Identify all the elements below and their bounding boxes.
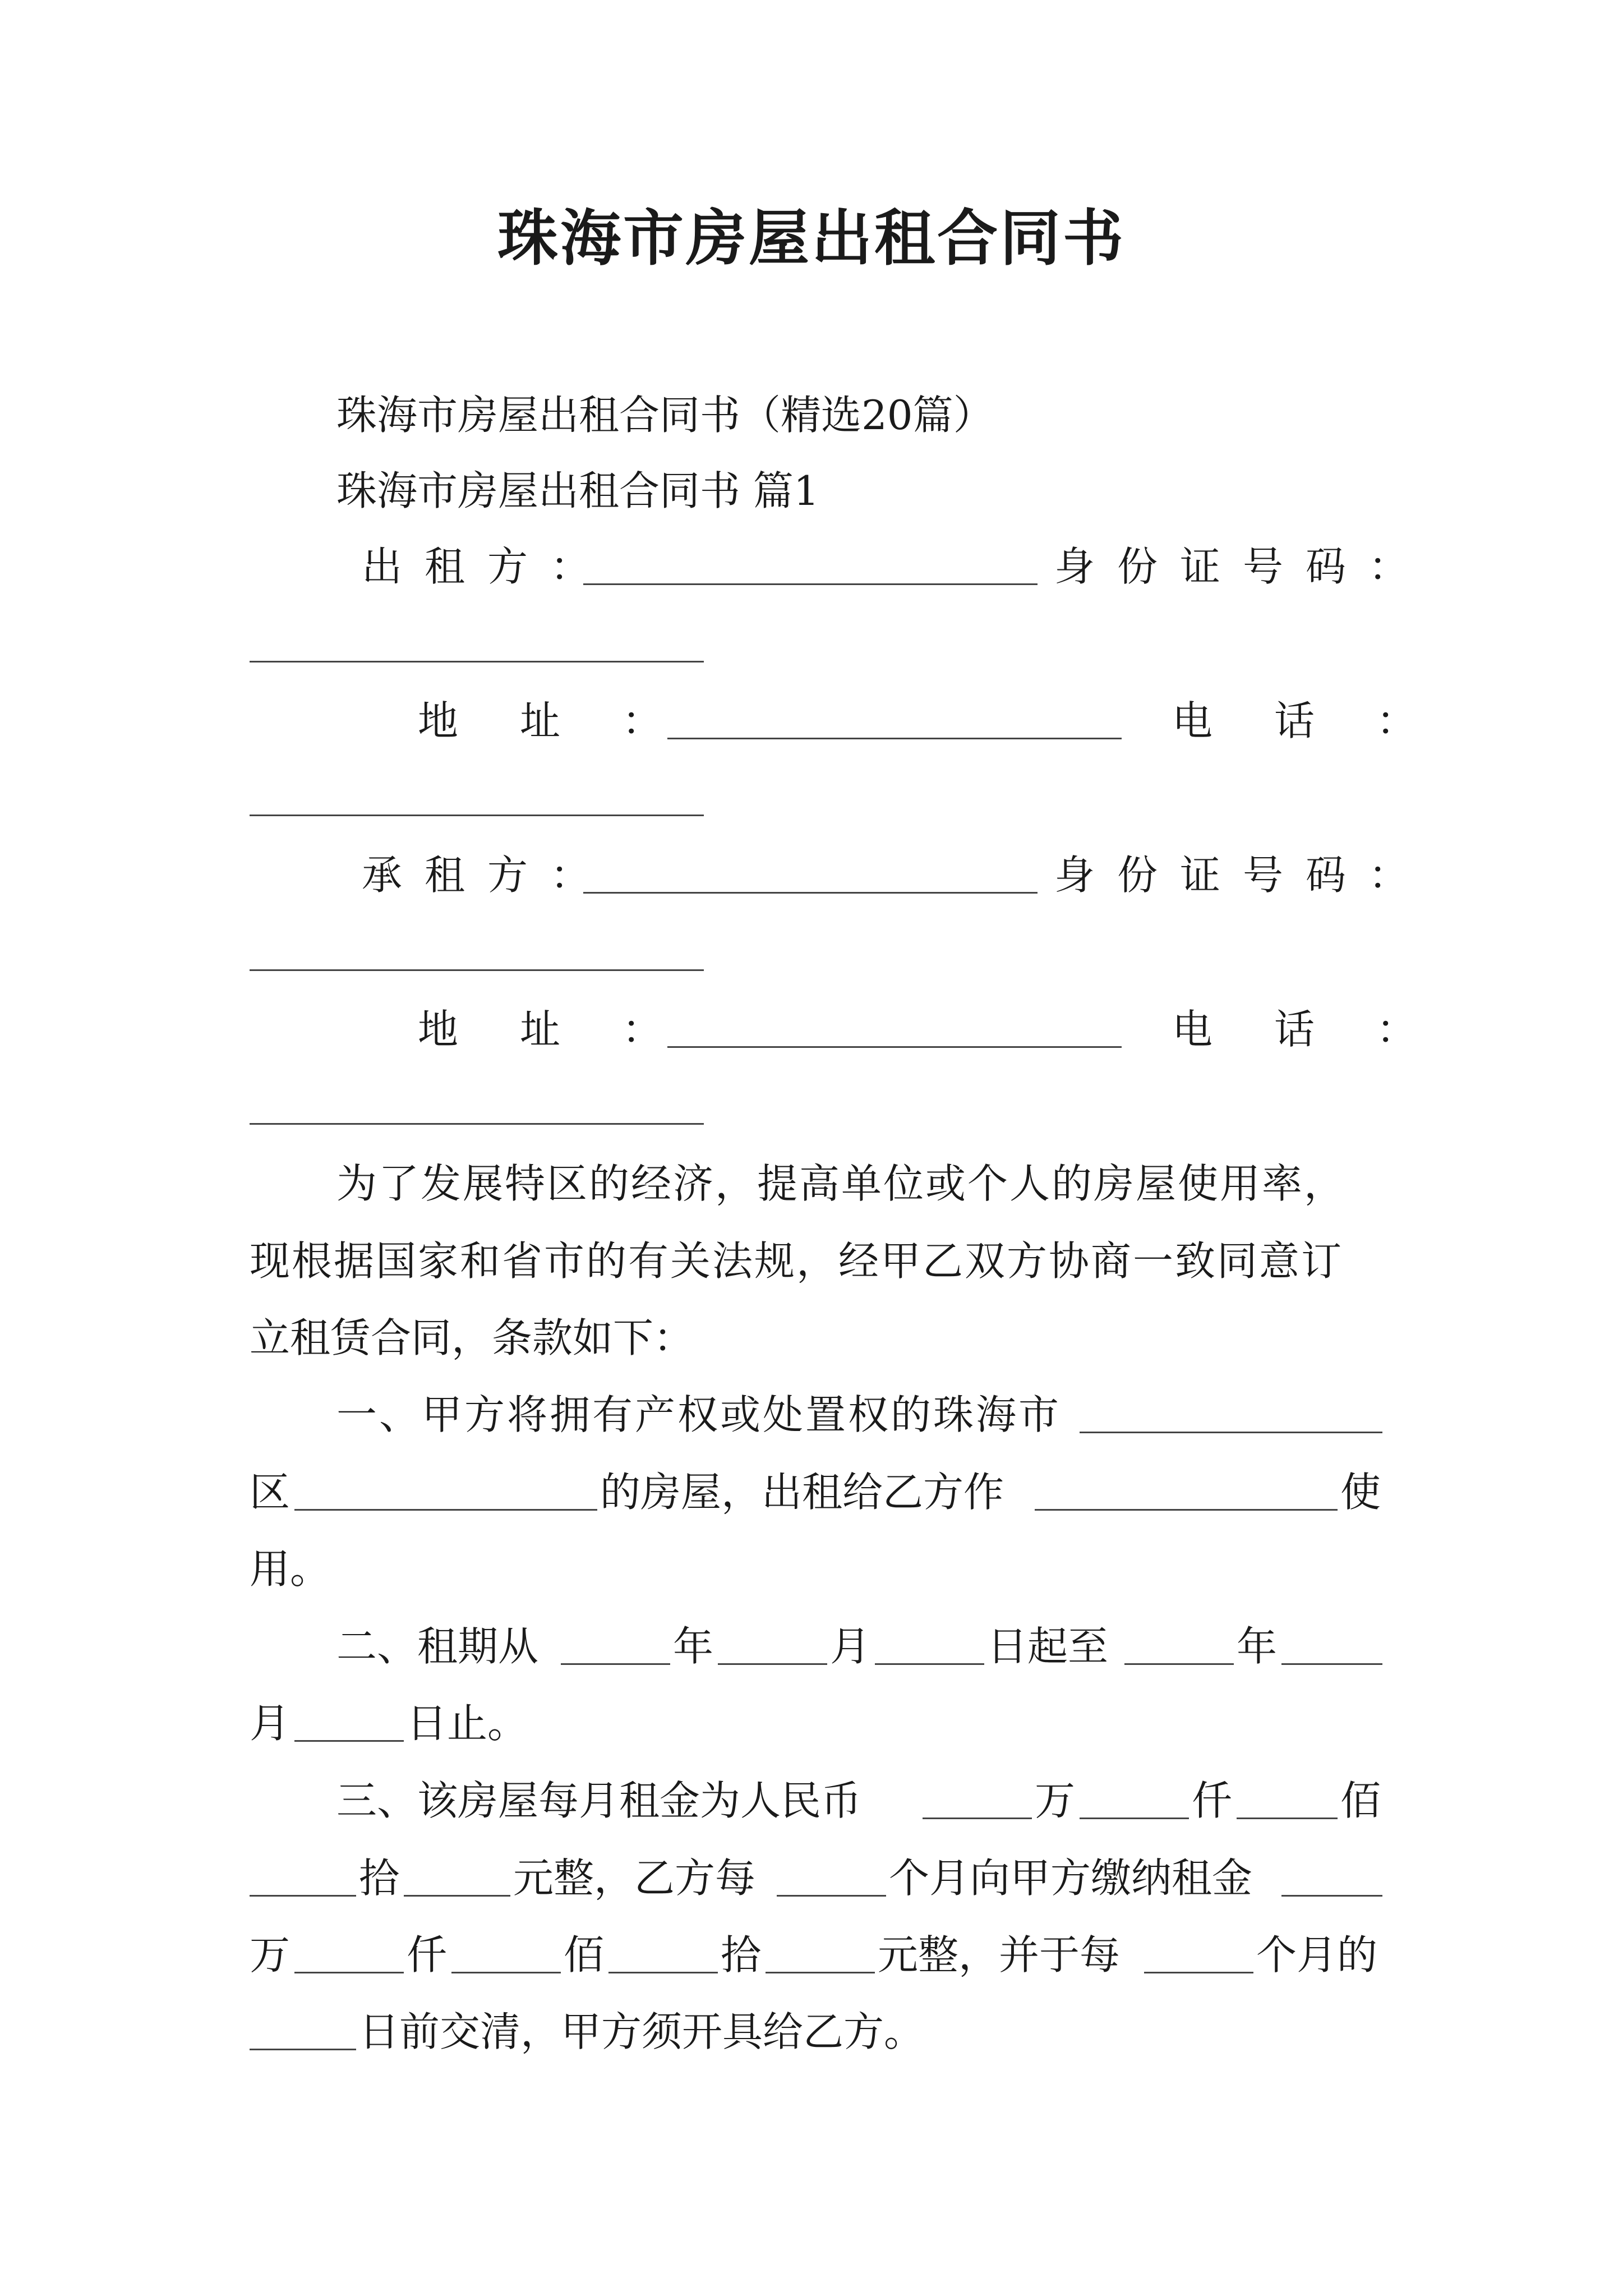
clause1-mid: 的房屋，出租给乙方作 [600,1469,1004,1516]
clause3-blank-qian-2[interactable] [294,1972,404,1973]
clause3-blank-every-months[interactable] [1144,1972,1253,1973]
lessee-label: 承租方： [362,852,614,899]
clause3-yuan-per: 元整，乙方每 [513,1855,756,1902]
clause2-blank-start-year[interactable] [561,1663,670,1665]
clause3-blank-bai[interactable] [1237,1818,1338,1819]
clause2-year-1: 年 [673,1623,714,1670]
clause2-blank-start-month[interactable] [718,1663,827,1665]
intro-line-1: 为了发展特区的经济，提高单位或个人的房屋使用率， [336,1160,1347,1207]
clause3-blank-months[interactable] [777,1895,886,1897]
clause3-blank-day[interactable] [250,2049,356,2050]
lessor-blank[interactable] [583,583,1038,585]
clause1-blank-city[interactable] [1080,1432,1382,1433]
clause3-end: 日前交清，甲方须开具给乙方。 [359,2008,925,2055]
id-label-2: 身份证号码： [1054,852,1432,899]
clause3-month-of: 个月的 [1256,1931,1378,1978]
clause3-blank-shi-2[interactable] [608,1972,718,1973]
lessor-label: 出租方： [362,543,614,590]
clause2-blank-end-day[interactable] [294,1740,404,1742]
clause3-shi: 拾 [359,1855,400,1902]
clause2-year-2: 年 [1237,1623,1278,1670]
document-subtitle: 珠海市房屋出租合同书（精选20篇） [336,392,994,439]
intro-line-2: 现根据国家和省市的有关法规，经甲乙双方协商一致同意订 [250,1237,1344,1285]
clause3-qian: 仟 [1192,1777,1233,1824]
clause3-yuan-each: 元整，并于每 [878,1931,1121,1978]
phone-blank-1[interactable] [250,815,704,816]
clause1-use: 使 [1340,1469,1381,1516]
address-blank-2[interactable] [667,1046,1122,1048]
clause3-bai-2: 佰 [564,1931,605,1978]
id-label-1: 身份证号码： [1054,543,1432,590]
clause2-start: 二、租期从 [336,1623,539,1670]
clause3-shi-2: 拾 [721,1931,762,1978]
clause3-blank-bai-2[interactable] [451,1972,561,1973]
chapter-heading: 珠海市房屋出租合同书 篇1 [336,467,819,514]
clause1-district: 区 [250,1469,291,1516]
clause2-day-to: 日起至 [987,1623,1109,1670]
lessor-id-blank[interactable] [250,661,704,662]
clause1-end: 用。 [250,1545,331,1593]
clause3-wan-2: 万 [250,1931,291,1978]
address-blank-1[interactable] [667,738,1122,739]
lessee-id-blank[interactable] [250,969,704,971]
clause2-blank-end-month[interactable] [1281,1663,1382,1665]
phone-blank-2[interactable] [250,1123,704,1125]
clause3-blank-shi[interactable] [250,1895,356,1897]
clause3-qian-2: 仟 [407,1931,448,1978]
address-label-1: 地址： [418,697,725,744]
clause1-blank-use[interactable] [1035,1509,1338,1511]
clause3-pay: 个月向甲方缴纳租金 [889,1855,1253,1902]
phone-label-2: 电话： [1172,1006,1479,1053]
clause2-blank-end-year[interactable] [1124,1663,1234,1665]
clause3-bai: 佰 [1340,1777,1381,1824]
clause3-blank-yuan-2[interactable] [766,1972,875,1973]
clause2-end: 日止。 [407,1700,528,1747]
clause3-wan: 万 [1035,1777,1076,1824]
address-label-2: 地址： [418,1006,725,1053]
clause3-start: 三、该房屋每月租金为人民币 [336,1777,862,1824]
document-title: 珠海市房屋出租合同书 [497,203,1126,274]
clause2-month-2: 月 [250,1700,291,1747]
lessee-blank[interactable] [583,892,1038,894]
intro-line-3: 立租赁合同，条款如下： [250,1314,694,1361]
clause2-month-1: 月 [830,1623,871,1670]
phone-label-1: 电话： [1172,697,1479,744]
clause1-blank-district[interactable] [294,1509,597,1511]
clause3-blank-yuan[interactable] [404,1895,510,1897]
clause2-blank-start-day[interactable] [875,1663,984,1665]
clause3-blank-wan-2[interactable] [1281,1895,1382,1897]
clause1-line1: 一、甲方将拥有产权或处置权的珠海市 [336,1391,1062,1438]
clause3-blank-wan[interactable] [923,1818,1032,1819]
clause3-blank-qian[interactable] [1080,1818,1189,1819]
